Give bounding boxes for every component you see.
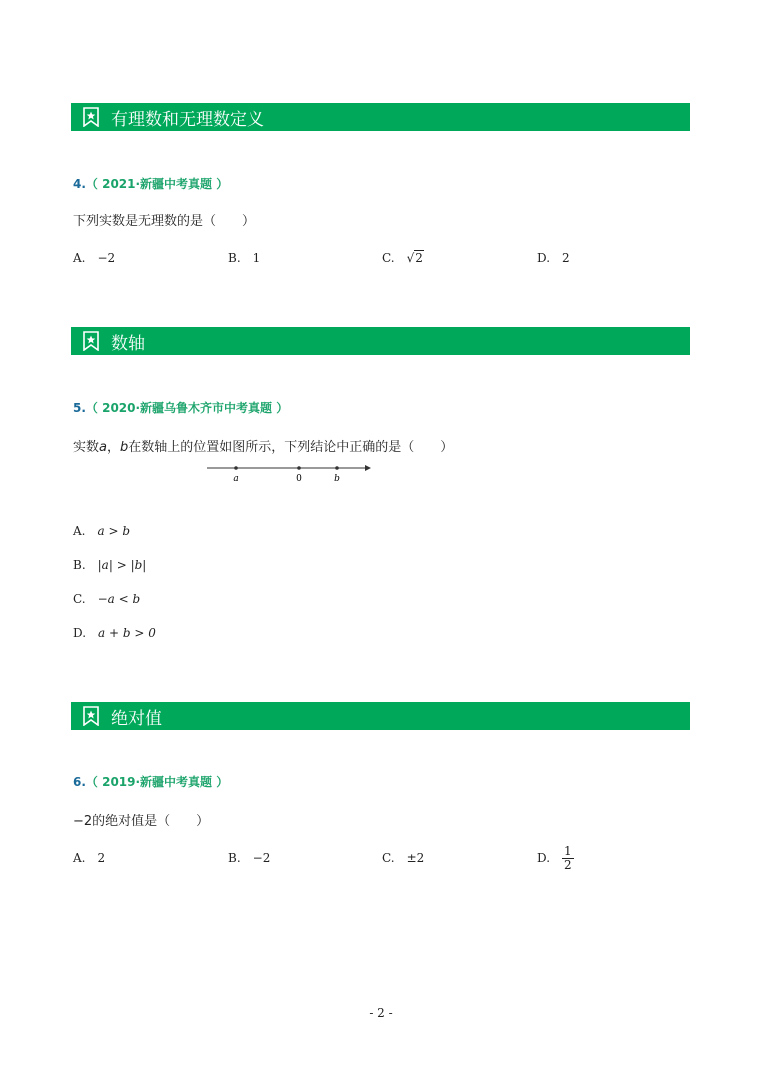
section-bar-number-line <box>71 327 690 355</box>
numerator: 1 <box>564 844 572 858</box>
radicand: 2 <box>415 251 423 265</box>
bookmark-star-icon <box>82 107 100 127</box>
option-label: D. <box>73 626 87 640</box>
option-label: B. <box>228 851 241 865</box>
point-b <box>335 466 339 470</box>
section-bar-absolute-value <box>71 702 690 730</box>
section-bar-irrational-definition <box>71 103 690 131</box>
number-line-arrow-icon <box>365 465 371 471</box>
option-text: ±2 <box>406 851 425 865</box>
question-source: （ 2021·新疆中考真题 ） <box>85 177 229 191</box>
stem-text: 实数 <box>73 440 100 455</box>
option-d <box>537 251 570 265</box>
option-c <box>73 592 140 606</box>
question-header <box>73 773 228 790</box>
option-label: B. <box>228 251 241 265</box>
bookmark-star-icon <box>82 706 100 726</box>
question-source: （ 2020·新疆乌鲁木齐市中考真题 ） <box>85 401 289 415</box>
option-text: −2 <box>252 851 271 865</box>
option-label: A. <box>73 851 86 865</box>
option-c <box>382 851 424 865</box>
question-number: 4. <box>73 177 86 191</box>
option-text: a > b <box>97 524 131 538</box>
label-zero: 0 <box>296 474 302 484</box>
page-number: - 2 - <box>369 1006 393 1020</box>
option-a <box>73 524 130 538</box>
question-stem <box>73 436 453 455</box>
option-label: C. <box>382 851 395 865</box>
option-label: C. <box>73 592 86 606</box>
option-d <box>73 626 156 640</box>
option-label: D. <box>537 851 551 865</box>
stem-text: ， <box>106 440 120 455</box>
question-stem: 下列实数是无理数的是（ ） <box>73 214 256 229</box>
question-source: （ 2019·新疆中考真题 ） <box>85 775 229 789</box>
question-stem: −2的绝对值是（ ） <box>73 814 210 829</box>
bookmark-star-icon <box>82 331 100 351</box>
option-c <box>382 251 424 265</box>
number-line-figure <box>205 460 375 486</box>
question-number: 6. <box>73 775 86 789</box>
label-b: b <box>334 474 340 484</box>
option-text: 2 <box>97 851 106 865</box>
option-text: 1 <box>252 251 261 265</box>
denominator: 2 <box>564 858 572 872</box>
option-b <box>73 558 146 572</box>
fraction <box>562 845 574 872</box>
question-number: 5. <box>73 401 86 415</box>
point-zero <box>297 466 301 470</box>
question-header <box>73 399 288 416</box>
option-text: −2 <box>97 251 116 265</box>
section-title: 绝对值 <box>111 708 162 729</box>
option-text: |a| > |b| <box>97 558 147 572</box>
label-a: a <box>233 474 239 484</box>
option-text: 2 <box>562 251 570 265</box>
option-label: C. <box>382 251 395 265</box>
option-label: A. <box>73 524 86 538</box>
option-a <box>73 251 115 265</box>
section-title: 数轴 <box>111 333 145 354</box>
option-a <box>73 851 105 865</box>
option-d <box>537 845 574 872</box>
option-label: D. <box>537 251 551 265</box>
point-a <box>234 466 238 470</box>
option-b <box>228 851 270 865</box>
option-b <box>228 251 260 265</box>
variable-a: a <box>99 440 107 455</box>
option-label: A. <box>73 251 86 265</box>
stem-text: 在数轴上的位置如图所示，下列结论中正确的是（ ） <box>128 440 454 455</box>
option-text: −a < b <box>97 592 141 606</box>
section-title: 有理数和无理数定义 <box>111 109 264 130</box>
variable-b: b <box>120 440 129 455</box>
option-label: B. <box>73 558 86 572</box>
option-text: a + b > 0 <box>98 626 156 640</box>
sqrt-expression: √2 <box>406 251 423 265</box>
question-header <box>73 175 228 192</box>
